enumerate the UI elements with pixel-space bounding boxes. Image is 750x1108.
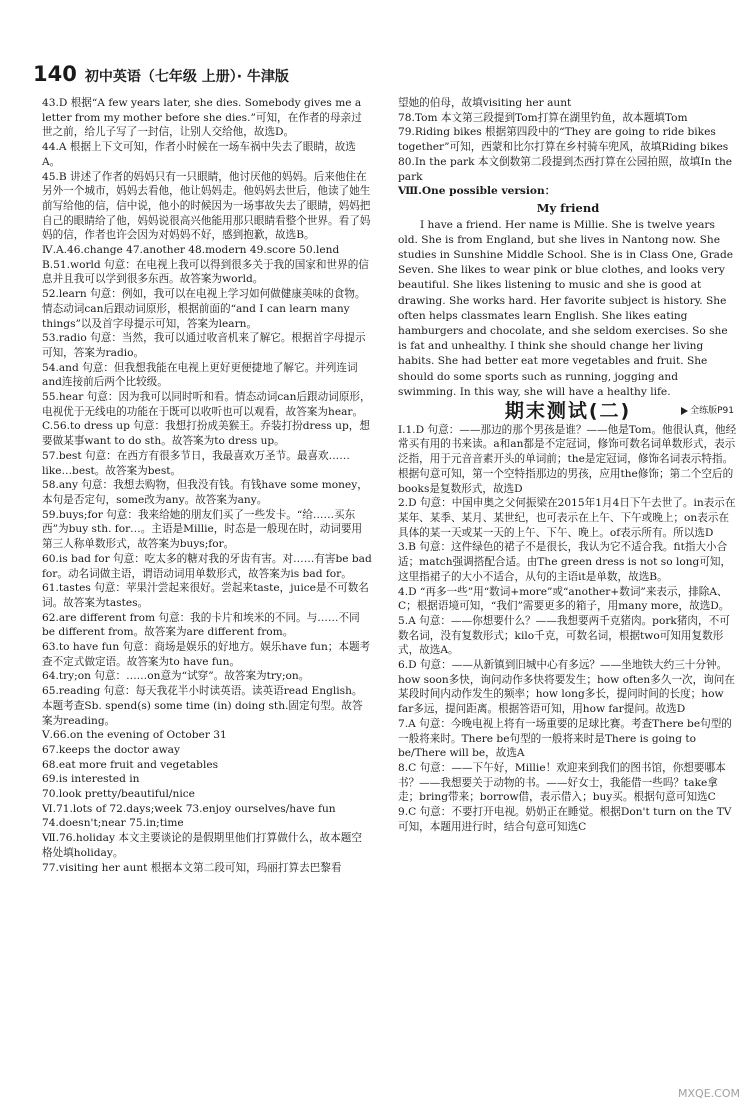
answer-item: Ⅵ.71.lots of 72.days;week 73.enjoy ourselves/have fun [42,802,336,815]
answer-item: B.51.world 句意：在电视上我可以得到很多关于我的国家和世界的信息并且我可以学到很多东西。故答案为world。 [42,258,369,286]
answer-item: 62.are different from 句意：我的卡片和埃米的不同。与……不同be different from。故答案为are different from。 [42,611,360,639]
arrow-icon [681,407,688,415]
answer-item: 58.any 句意：我想去购物，但我没有钱。有钱have some money，本句是否定句，some改为any。故答案为any。 [42,479,368,506]
exam-title: 期末测试(二) [504,400,632,423]
answer-item: 44.A 根据上下文可知，作者小时候在一场车祸中失去了眼睛，故选A。 [42,141,356,168]
answer-item: 45.B 讲述了作者的妈妈只有一只眼睛，他讨厌他的妈妈。后来他住在另外一个城市，妈妈去看他，他让妈妈走。他妈妈去世后，他读了她生前写给他的信，信中说，他小的时候因为一场事故失去了眼睛，妈妈把自己的眼睛给了他，妈妈说很高兴他能用那只眼睛看整个世界。看了妈妈的信，作者也许会因为对妈妈不好，感到抱歉，故选B。 [42,170,371,242]
answer-item: 6.D 句意：——从新镇到旧城中心有多远？——坐地铁大约三十分钟。how soon多快，询问动作多快将要发生；how often多久一次，询问在某段时间内动作发生的频率；how long多长，提问时间的长度；how far多远，提问距离。根据答语可知，用how far提问。故选D [398,659,735,716]
answer-item: 74.doesn't;near 75.in;time [42,817,184,830]
page-number: 140 [33,62,77,86]
answer-list-bottom [398,423,738,835]
answer-item: 60.is bad for 句意：吃太多的糖对我的牙齿有害。对……有害be bad for。动名词做主语，谓语动词用单数形式，故答案为is bad for。 [42,552,372,580]
answer-item: 43.D 根据“A few years later, she dies. Somebody gives me a letter from my mother before she dies.”可知，在作者的母亲过世之前，给儿子写了一封信，让别人交给他，故选D。 [42,97,362,139]
answer-item: 5.A 句意：——你想要什么？——我想要两千克猪肉。pork猪肉，不可数名词，没有复数形式；kilo千克，可数名词，根据two可知用复数形式，故选A。 [398,614,730,657]
exam-ref-text: 全练版P91 [690,406,734,417]
answer-item: 70.look pretty/beautiful/nice [42,788,195,801]
answer-item: 8.C 句意：——下午好，Millie！欢迎来到我们的图书馆，你想要哪本书？——我想要关于动物的书。——好女士，我能借一些吗？take拿走；bring带来；borrow借，表示借入；buy买。根据句意可知选C [398,761,726,804]
answer-item: 67.keeps the doctor away [42,743,180,756]
answer-item: 4.D “再多一些”用“数词+more”或“another+数词”来表示，排除A、C；根据语境可知，“我们”需要更多的箱子，用many more，故选D。 [398,585,730,613]
answer-item: 80.In the park 本文倒数第二段提到杰西打算在公园拍照，故填In the park [398,155,733,183]
answer-item: 65.reading 句意：每天我花半小时读英语。读英语read English。本题考查Sb. spend(s) some time (in) doing sth.固定句型。故答案为reading。 [42,685,363,727]
answer-item: Ⅳ.A.46.change 47.another 48.modern 49.score 50.lend [42,244,340,257]
book-title: 初中英语（七年级 上册）· 牛津版 [84,69,289,85]
answer-item: 2.D 句意：中国申奥之父何振梁在2015年1月4日下午去世了。in表示在某年、某季、某月、某世纪，也可表示在上午、下午或晚上；on表示在具体的某一天或某一天的上午、下午、晚上。of表示所有。所以选D [398,497,736,539]
essay-title: My friend [536,200,600,215]
answer-item: Ⅰ.1.D 句意：——那边的那个男孩是谁？——他是Tom。他很认真，他经常买有用的书来读。a和an都是不定冠词，修饰可数名词单数形式，表示泛指，用于元音音素开头的单词前；the是定冠词，修饰名词表示特指。根据句意可知，第一个空特指那边的男孩，应用the修饰；第二个空后的books是复数形式，故选D [398,423,737,495]
answer-item: Ⅴ.66.on the evening of October 31 [42,729,227,742]
exam-reference [681,404,734,419]
left-column [42,96,372,875]
answer-item: C.56.to dress up 句意：我想打扮成美猴王。乔装打扮dress up，想要做某事want to do sth。故答案为to dress up。 [42,420,370,448]
answer-item: 55.hear 句意：因为我可以同时听和看。情态动词can后跟动词原形，电视优于无线电的功能在于既可以收听也可以观看，故答案为hear。 [42,391,371,418]
answer-item: 54.and 句意：但我想我能在电视上更好更便捷地了解它。并列连词and连接前后两个比较级。 [42,361,358,389]
answer-item: 69.is interested in [42,773,140,786]
answer-list-top [398,96,738,184]
answer-item: 64.try;on 句意：……on意为“试穿”。故答案为try;on。 [42,670,310,683]
answer-item: 61.tastes 句意：苹果汁尝起来很好。尝起来taste，juice是不可数名词。故答案为tastes。 [42,582,369,609]
answer-item: 57.best 句意：在西方有很多节日，我最喜欢万圣节。最喜欢……like…best。故答案为best。 [42,449,350,477]
answer-item: 53.radio 句意：当然，我可以通过收音机来了解它。根据首字母提示可知，答案为radio。 [42,332,366,359]
exam-heading [398,400,738,423]
answer-item: 77.visiting her aunt 根据本文第二段可知，玛丽打算去巴黎看 [42,861,342,874]
watermark-text: MXQE.COM [678,1087,740,1100]
page-header [33,62,289,88]
answer-item: 望她的伯母，故填visiting her aunt [398,97,572,109]
essay-section-label: Ⅷ.One possible version： [398,185,556,198]
answer-item: 7.A 句意：今晚电视上将有一场重要的足球比赛。考查There be句型的一般将来时。There be句型的一般将来时是There is going to be/There will be，故选A [398,717,732,760]
answer-item: 68.eat more fruit and vegetables [42,758,219,771]
answer-item: 63.to have fun 句意：商场是娱乐的好地方。娱乐have fun；本题考查不定式做定语。故答案为to have fun。 [42,641,371,668]
answer-item: 79.Riding bikes 根据第四段中的“They are going to ride bikes together”可知，西蒙和比尔打算在乡村骑车兜风，故填Riding bikes [398,126,729,154]
answer-item: 9.C 句意：不要打开电视。奶奶正在睡觉。根据Don't turn on the TV可知，本题用进行时，结合句意可知选C [398,806,732,833]
right-column [398,96,738,834]
essay-body [398,218,738,400]
answer-item: 78.Tom 本文第三段提到Tom打算在湖里钓鱼，故本题填Tom [398,111,688,124]
essay-paragraph: I have a friend. Her name is Millie. She is twelve years old. She is from England, but she lives in Nantong now. She studies in Sunshine Middle School. She is in Class One, Grade Seven. She likes to wear pink or blue clothes, and looks very beautiful. She likes listening to music and she is good at drawing. She works hard. Her favorite subject is history. She often helps classmates learn English. She likes eating hamburgers and chocolate, and she seldom exercises. So she is fat and unhealthy. I think she should change her living habits. She had better eat more vegetables and fruit. She should do some sports such as running, jogging and swimming. In this way, she will have a healthy life. [398,218,734,398]
answer-item: 52.learn 句意：例如，我可以在电视上学习如何做健康美味的食物。情态动词can后跟动词原形，根据前面的“and I can learn many things”以及首字母提示可知，答案为learn。 [42,288,366,330]
answer-item: 59.buys;for 句意：我来给她的朋友们买了一些发卡。“给……买东西”为buy sth. for…。主语是Millie，时态是一般现在时，动词要用第三人称单数形式，故答案为buys;for。 [42,508,363,551]
answer-item: Ⅶ.76.holiday 本文主要谈论的是假期里他们打算做什么，故本题空格处填holiday。 [42,832,362,859]
answer-item: 3.B 句意：这件绿色的裙子不是很长，我认为它不适合我。fit指大小合适；match强调搭配合适。由The green dress is not so long可知，这里指裙子的大小不适合，从句的主语it是单数，故选B。 [398,541,732,583]
